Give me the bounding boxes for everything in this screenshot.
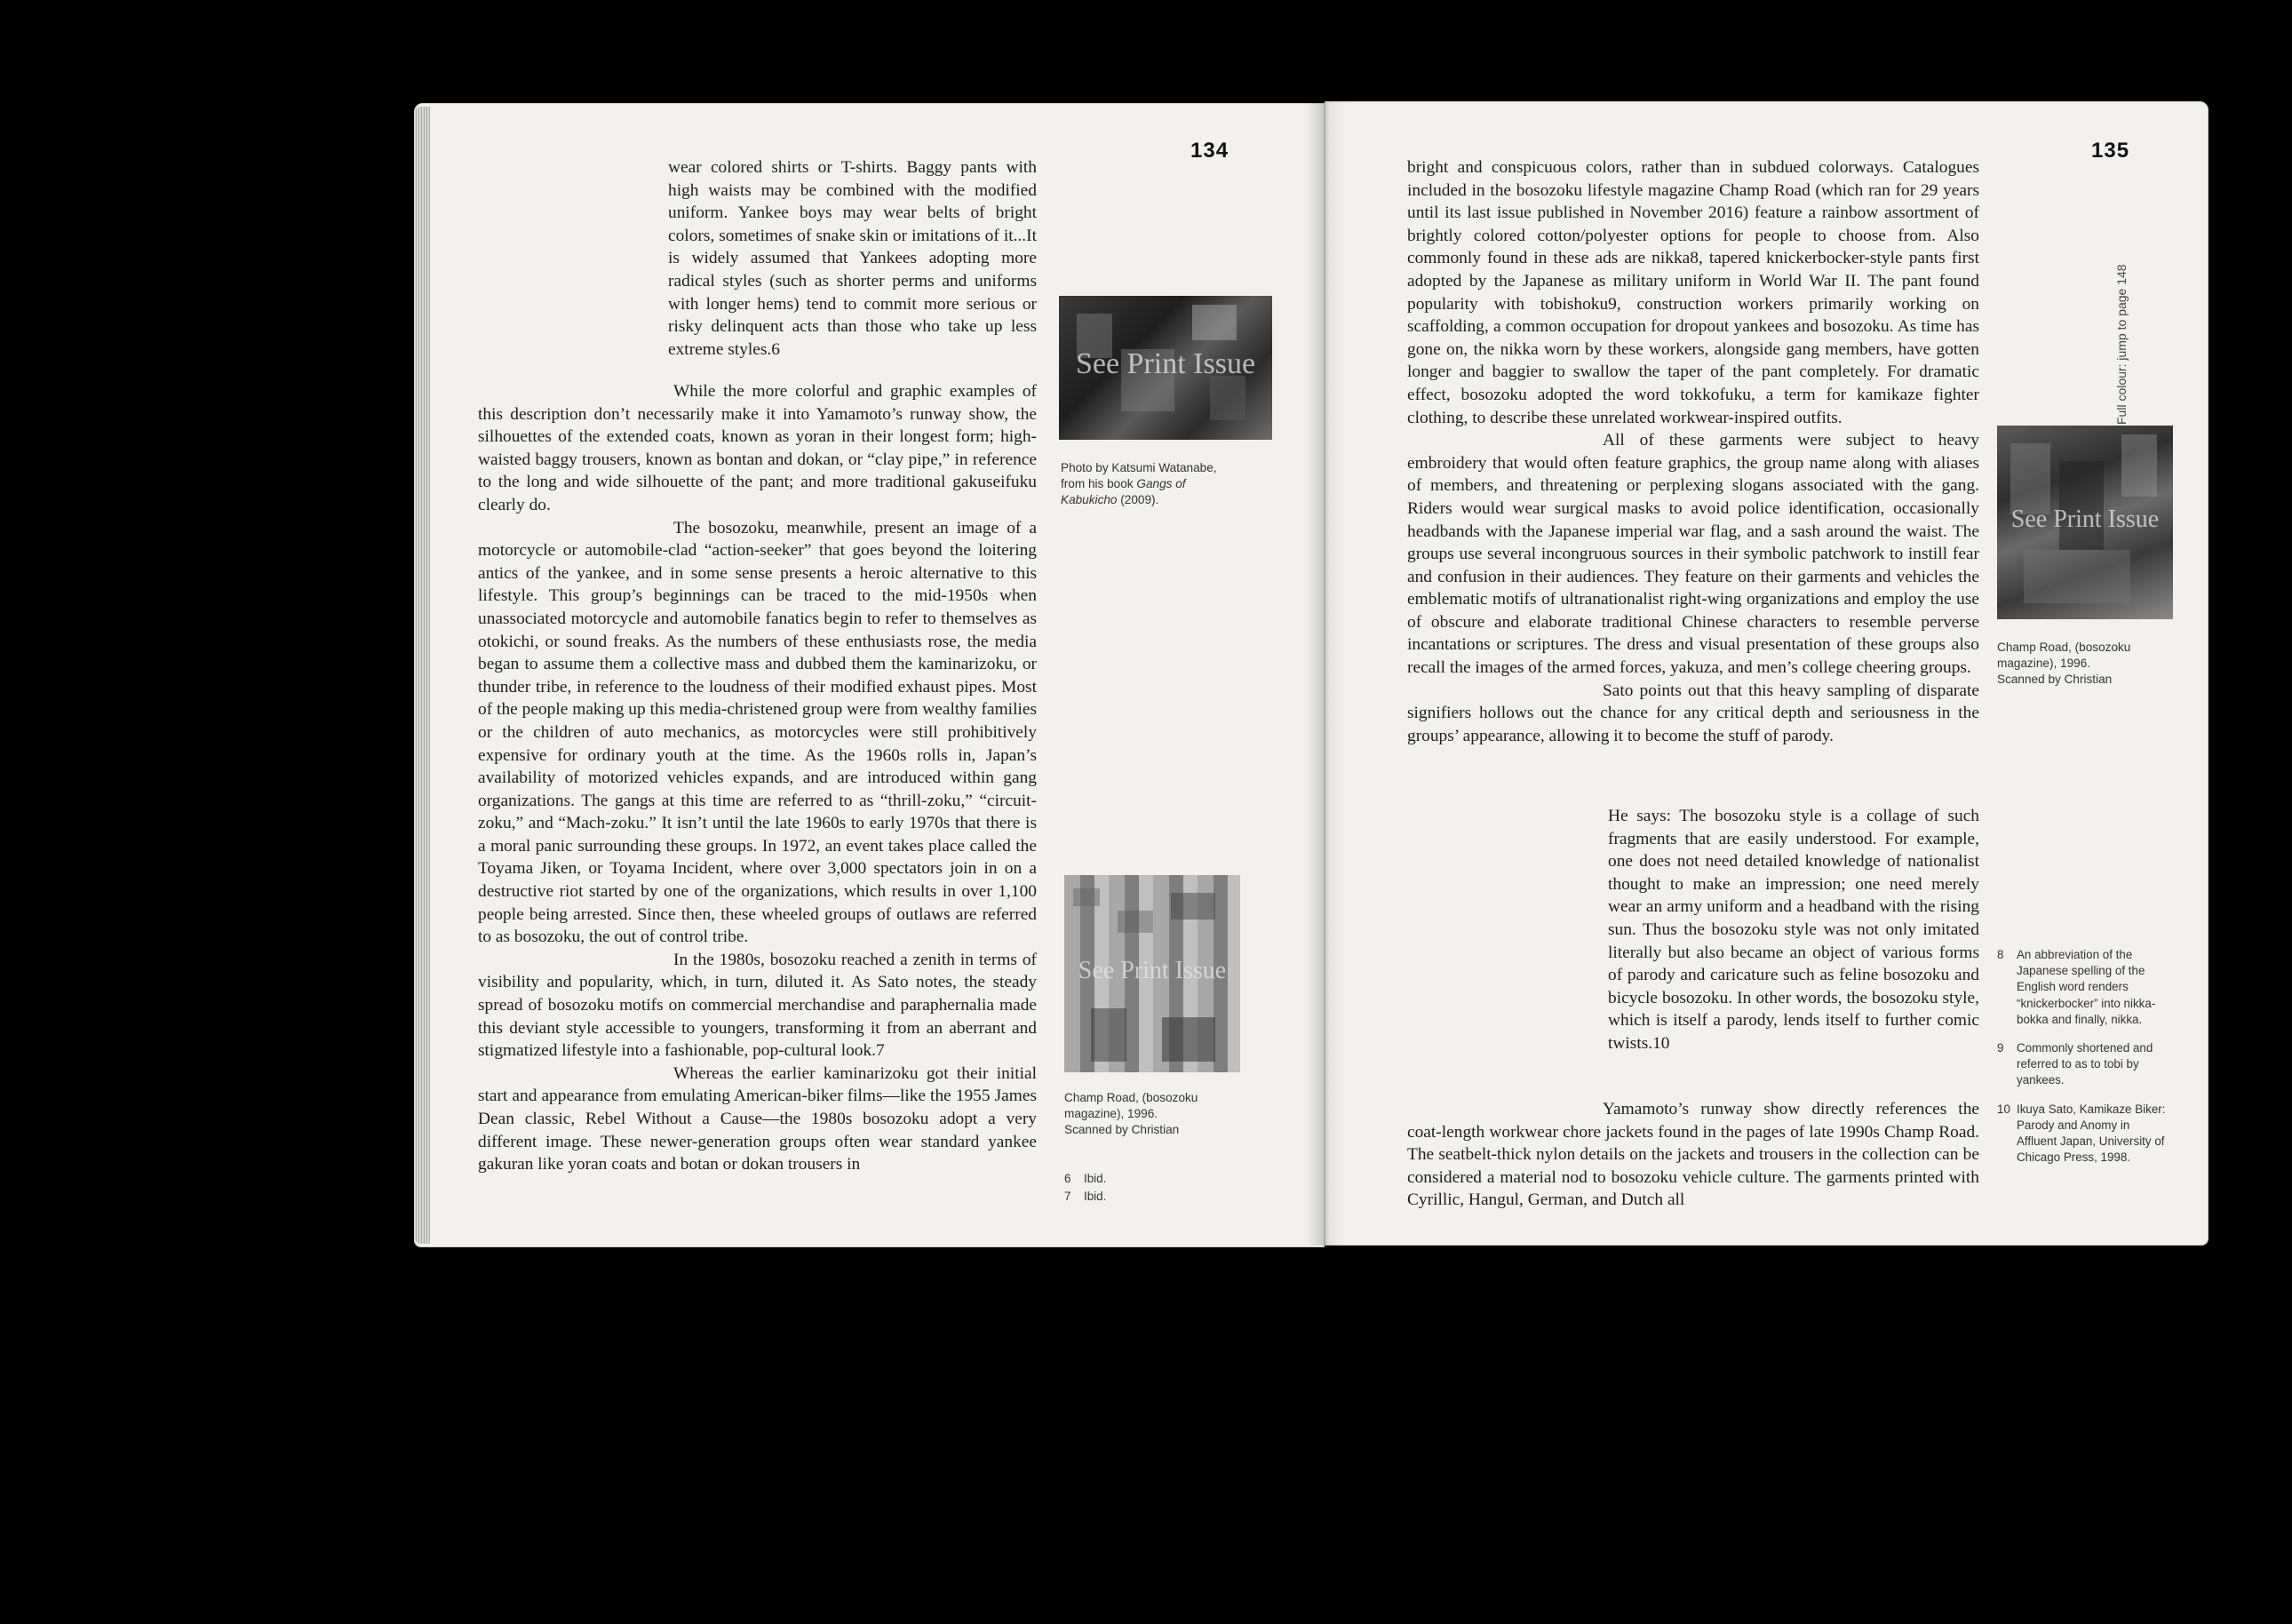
footnote-8 bbox=[1997, 947, 2168, 1028]
photo-caption bbox=[1061, 460, 1238, 508]
footnote-text: Commonly shortened and referred to as to tobi by yankees. bbox=[2017, 1041, 2153, 1087]
quote-text: He says: The bosozoku style is a collage of such fragments that are easily understood. For example, one does not need detailed knowledge of nationalist thought to make an impression; one need merely wear an army uniform and a headband with the rising sun. Thus the bosozoku style was not only imitated literally but also became an object of various forms of parody and caricature such as feline bosozoku and bicycle bosozoku. In other words, the bosozoku style, which is itself a parody, lends itself to further comic twists.10 bbox=[1608, 807, 1979, 1053]
footnote-number: 10 bbox=[1997, 1102, 2010, 1116]
paragraph-3: In the 1980s, bosozoku reached a zenith in terms of visibility and popularity, which, in turn, diluted it. As Sato notes, the steady spread of bosozoku motifs on commercial merchandise and paraphernalia made this deviant style accessible to youngers, transforming it from an aberrant and stigmatized lifestyle into a fashionable, pop-cultural look.7 bbox=[478, 950, 1037, 1061]
page-number-right: 135 bbox=[2091, 139, 2130, 163]
magazine-scan-image bbox=[1064, 875, 1240, 1072]
right-closing-text bbox=[1407, 1098, 1979, 1212]
full-colour-note: Full colour: jump to page 148 bbox=[2114, 264, 2129, 425]
paragraph-1: While the more colorful and graphic examples of this description don’t necessarily make it into Yamamoto’s runway show, the silhouettes of the extended coats, known as yoran in their longest form; high-waisted baggy trousers, known as bontan and dokan, or “clay pipe,” in reference to the long and wide silhouette of the pant; and more traditional gakuseifuku clearly do. bbox=[478, 382, 1037, 514]
magazine-caption-right: Champ Road, (bosozoku magazine), 1996. Scanned by Christian bbox=[1997, 641, 2131, 686]
footnote-number: 7 bbox=[1064, 1190, 1071, 1204]
caption-suffix: (2009). bbox=[1117, 493, 1159, 506]
footnote-number: 8 bbox=[1997, 948, 2004, 961]
paragraph-2: The bosozoku, meanwhile, present an image of a motorcycle or automobile-clad “action-seeker” that goes beyond the loitering antics of the yankee, and in some sense presents a heroic alternative to this lifestyle. This group’s beginnings can be traced to the mid-1950s when unassociated motorcycle and automobile fanatics begin to refer to themselves as otokichi, or sound freaks. As the numbers of these enthusiasts rose, the media began to assume them a collective mass and dubbed them the kaminarizoku, or thunder tribe, in reference to the loudness of their modified exhaust pipes. Most of the people making up this media-christened group were from wealthy families or the children of auto mechanics, as motorcycles were still prohibitively expensive for ordinary youth at the time. As the 1960s rolls in, Japan’s availability of motorized vehicles expands, and are introduced within gang organizations. The gangs at this time are referred to as “thrill-zoku,” “circuit-zoku,” and “Mach-zoku.” It isn’t until the late 1960s to early 1970s that there is a moral panic surrounding these groups. In 1972, an event takes place called the Toyama Jiken, or Toyama Incident, where over 3,000 spectators join in on a destructive riot started by one of the organizations, which results in over 1,100 people being arrested. Since then, these wheeled groups of outlaws are referred to as bosozoku, the out of control tribe. bbox=[478, 518, 1037, 947]
footnote-7 bbox=[1064, 1189, 1242, 1205]
see-print-watermark: See Print Issue bbox=[2010, 506, 2160, 533]
see-print-watermark: See Print Issue bbox=[1078, 957, 1227, 984]
quote-block-right bbox=[1608, 805, 1979, 1055]
magazine-photo-image bbox=[1997, 426, 2173, 619]
right-footnotes bbox=[1997, 947, 2168, 1178]
quote-block-left bbox=[668, 156, 1037, 361]
gang-photo-image bbox=[1059, 296, 1272, 440]
footnote-9 bbox=[1997, 1040, 2168, 1089]
book-gutter bbox=[1306, 101, 1345, 1246]
quote-text: wear colored shirts or T-shirts. Baggy pants with high waists may be combined with the modified uniform. Yankee boys may wear belts of bright colors, sometimes of snake skin or imitations of it...It is widely assumed that Yankees adopting more radical styles (such as shorter perms and uniforms with longer hems) tend to commit more serious or risky delinquent acts than those who take up less extreme styles.6 bbox=[668, 158, 1037, 359]
footnote-text: Ibid. bbox=[1084, 1190, 1107, 1204]
caption-prefix: Photo by Katsumi Watanabe, from his book bbox=[1061, 461, 1217, 490]
footnote-6 bbox=[1064, 1171, 1242, 1187]
paragraph-4: Whereas the earlier kaminarizoku got their initial start and appearance from emulating American-biker films—like the 1955 James Dean classic, Rebel Without a Cause—the 1980s bosozoku adopt a very different image. These newer-generation groups often wear standard yankee gakuran like yoran coats and botan or dokan trousers in bbox=[478, 1063, 1037, 1174]
caption-title: Gangs of Kabukicho bbox=[1061, 477, 1186, 506]
page-edges bbox=[414, 107, 430, 1244]
footnote-text: Ibid. bbox=[1084, 1172, 1107, 1185]
footnote-text: Ikuya Sato, Kamikaze Biker: Parody and Anomy in Affluent Japan, University of Chicago Press, 1998. bbox=[2017, 1102, 2166, 1165]
paragraph-3: Sato points out that this heavy sampling of disparate signifiers hollows out the chance for any critical depth and seriousness in the groups’ appearance, allowing it to become the stuff of parody. bbox=[1407, 681, 1979, 745]
paragraph-2: All of these garments were subject to heavy embroidery that would often feature graphics, the group name along with aliases of members, and threatening or perplexing slogans associated with the gang. Riders would wear surgical masks to avoid police identification, occasionally headbands with the Japanese imperial war flag, and a sash around the waist. The groups use several incongruous sources in their symbolic patchwork to instill fear and confusion in their audiences. They feature on their garments and vehicles the emblematic motifs of ultranationalist right-wing organizations and employ the use of obscure and elaborate traditional Chinese characters to resemble perverse incantations or scriptures. The dress and visual presentation of these groups also recall the images of the armed forces, yakuza, and men’s college cheering groups. bbox=[1407, 431, 1979, 678]
footnote-text: An abbreviation of the Japanese spelling of the English word renders “knickerbocker” into nikka-bokka and finally, nikka. bbox=[2017, 948, 2156, 1026]
paragraph-1: bright and conspicuous colors, rather than in subdued colorways. Catalogues included in the bosozoku lifestyle magazine Champ Road (which ran for 29 years until its last issue published in November 2016) feature a rainbow assortment of brightly colored cotton/polyester options for people to choose from. Also commonly found in these ads are nikka8, tapered knickerbocker-style pants first adopted by the Japanese as military uniform in World War II. The pant found popularity with tobishoku9, construction workers primarily working on scaffolding, a common occupation for dropout yankees and bosozoku. As time has gone on, the nikka worn by these workers, alongside gang members, have gotten longer and baggier to swallow the taper of the pant completely. For dramatic effect, bosozoku adopted the word tokkofuku, a term for kamikaze fighter clothing, to describe these unrelated workwear-inspired outfits. bbox=[1407, 158, 1979, 427]
closing-paragraph: Yamamoto’s runway show directly references the coat-length workwear chore jackets found in the pages of late 1990s Champ Road. The seatbelt-thick nylon details on the jackets and trousers in the collection can be considered a material nod to bosozoku vehicle culture. The garments printed with Cyrillic, Hangul, German, and Dutch all bbox=[1407, 1100, 1979, 1210]
footnote-number: 6 bbox=[1064, 1172, 1071, 1185]
right-body-text bbox=[1407, 156, 1979, 747]
page-number-left: 134 bbox=[1190, 139, 1230, 163]
magazine-caption: Champ Road, (bosozoku magazine), 1996. Scanned by Christian bbox=[1064, 1091, 1198, 1136]
left-body-text bbox=[478, 380, 1037, 1176]
see-print-watermark: See Print Issue bbox=[1075, 347, 1256, 380]
footnote-number: 9 bbox=[1997, 1041, 2004, 1055]
footnote-10 bbox=[1997, 1102, 2168, 1166]
left-footnotes bbox=[1064, 1171, 1242, 1217]
